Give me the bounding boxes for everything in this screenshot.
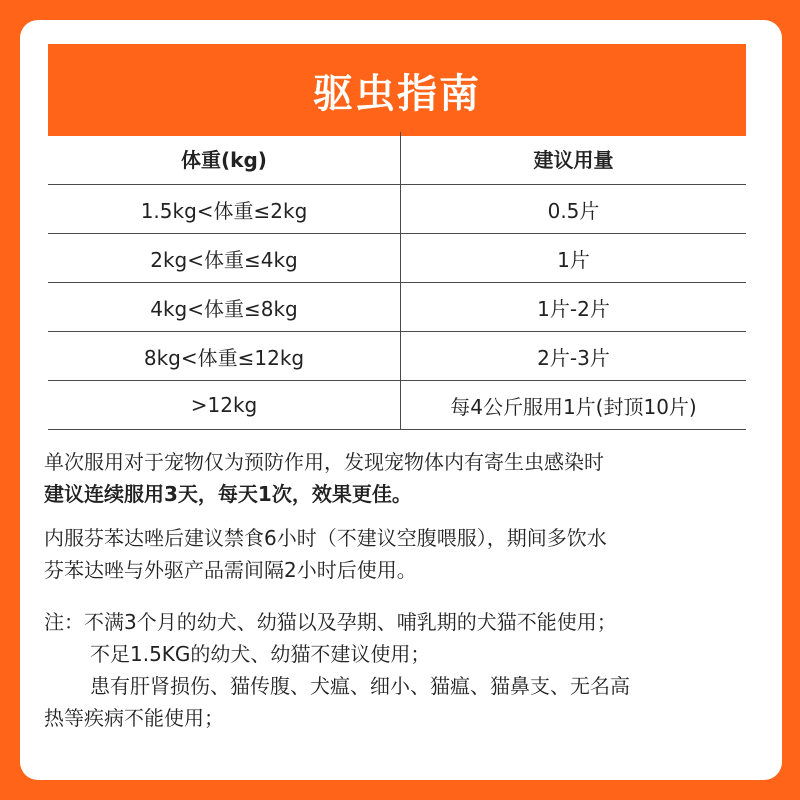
table-row bbox=[48, 332, 746, 381]
table-header-row bbox=[48, 132, 746, 185]
weight-cell: 2kg<体重≤4kg bbox=[48, 234, 401, 283]
usage-line: 单次服用对于宠物仅为预防作用，发现宠物体内有寄生虫感染时 bbox=[44, 450, 604, 474]
notes-section bbox=[44, 440, 764, 734]
column-header-dosage: 建议用量 bbox=[401, 132, 747, 185]
caution-line: 注：不满3个月的幼犬、幼猫以及孕期、哺乳期的犬猫不能使用； bbox=[44, 610, 617, 634]
weight-cell: 1.5kg<体重≤2kg bbox=[48, 185, 401, 234]
caution-paragraph bbox=[44, 606, 764, 734]
table-row bbox=[48, 234, 746, 283]
table-row bbox=[48, 283, 746, 332]
usage-emphasis-line: 建议连续服用3天，每天1次，效果更佳。 bbox=[44, 482, 412, 506]
dosage-cell: 2片-3片 bbox=[401, 332, 747, 381]
fasting-paragraph bbox=[44, 522, 764, 586]
column-header-weight: 体重(kg) bbox=[48, 132, 401, 185]
table-row bbox=[48, 185, 746, 234]
dosage-cell: 1片-2片 bbox=[401, 283, 747, 332]
caution-line: 热等疾病不能使用； bbox=[44, 706, 224, 730]
weight-cell: 8kg<体重≤12kg bbox=[48, 332, 401, 381]
page-title: 驱虫指南 bbox=[313, 70, 481, 117]
fasting-line: 内服芬苯达唑后建议禁食6小时（不建议空腹喂服），期间多饮水 bbox=[44, 526, 607, 550]
weight-cell: >12kg bbox=[48, 381, 401, 430]
dosage-cell: 0.5片 bbox=[401, 185, 747, 234]
usage-paragraph bbox=[44, 446, 764, 510]
dosage-cell: 每4公斤服用1片(封顶10片) bbox=[401, 381, 747, 430]
title-banner bbox=[48, 44, 746, 136]
caution-line: 不足1.5KG的幼犬、幼猫不建议使用； bbox=[90, 642, 431, 666]
interval-line: 芬苯达唑与外驱产品需间隔2小时后使用。 bbox=[44, 558, 417, 582]
content-card bbox=[20, 20, 782, 780]
dosage-table bbox=[48, 132, 746, 430]
caution-line: 患有肝肾损伤、猫传腹、犬瘟、细小、猫瘟、猫鼻支、无名高 bbox=[90, 674, 630, 698]
dosage-cell: 1片 bbox=[401, 234, 747, 283]
weight-cell: 4kg<体重≤8kg bbox=[48, 283, 401, 332]
table-row bbox=[48, 381, 746, 430]
